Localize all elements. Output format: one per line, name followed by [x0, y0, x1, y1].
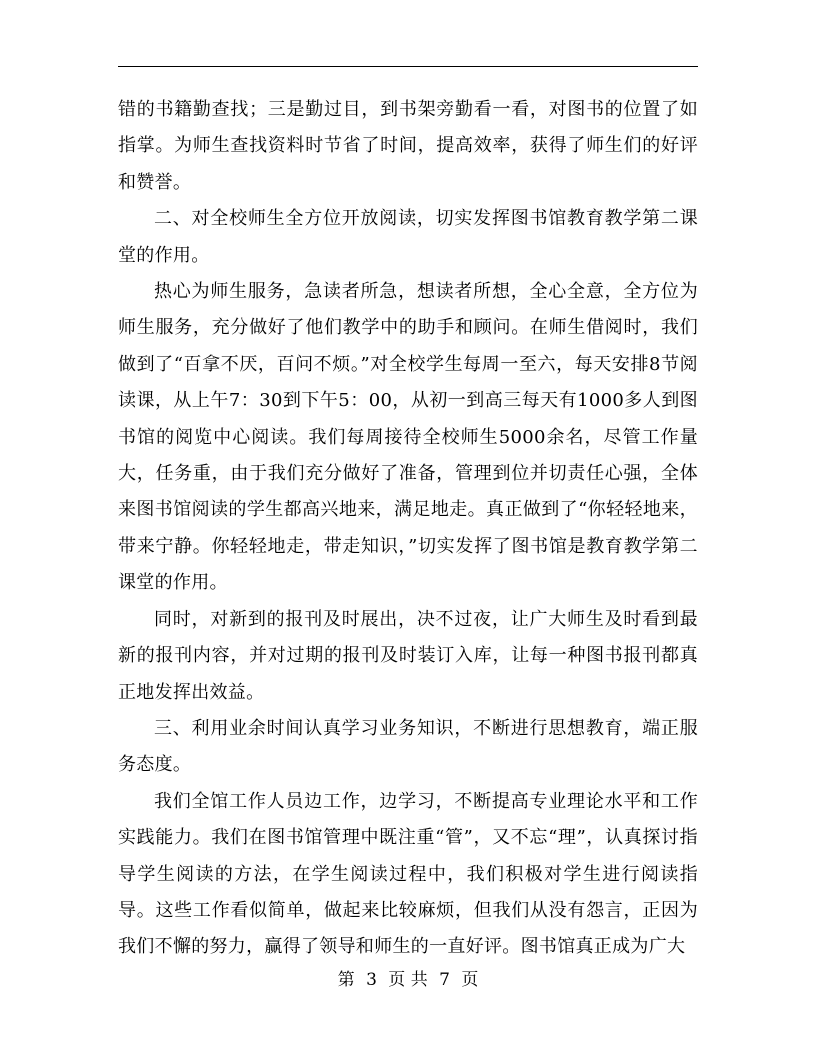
current-page-number: 3 — [366, 970, 377, 990]
paragraph-1: 错的书籍勤查找；三是勤过目，到书架旁勤看一看，对图书的位置了如指掌。为师生查找资料时节省了时间，提高效率，获得了师生们的好评和赞誉。 — [118, 99, 698, 193]
paragraph-3: 热心为师生服务，急读者所急，想读者所想，全心全意，全方位为师生服务，充分做好了他们教学中的助手和顾问。在师生借阅时，我们做到了“百拿不厌，百问不烦。”对全校学生每周一至六，每天安排8节阅读课，从上午7：30到下午5：00，从初一到高三每天有1000多人到图书馆的阅览中心阅读。我们每周接待全校师生5000余名，尽管工作量大，任务重，由于我们充分做好了准备，管理到位并切责任心强，全体来图书馆阅读的学生都高兴地来，满足地走。真正做到了“你轻轻地来，带来宁静。你轻轻地走，带走知识，”切实发挥了图书馆是教育教学第二课堂的作用。 — [118, 281, 698, 594]
section-heading-2: 二、对全校师生全方位开放阅读，切实发挥图书馆教育教学第二课堂的作用。 — [118, 208, 698, 266]
header-rule — [118, 66, 698, 67]
paragraph-6: 我们全馆工作人员边工作，边学习，不断提高专业理论水平和工作实践能力。我们在图书馆管理中既注重“管”，又不忘“理”，认真探讨指导学生阅读的方法，在学生阅读过程中，我们积极对学生进行阅读指导。这些工作看似简单，做起来比较麻烦，但我们从没有怨言，正因为我们不懈的努力，赢得了领导和师生的一直好评。图书馆真正成为广大 — [118, 790, 698, 958]
footer-middle: 页 共 — [388, 970, 428, 990]
paragraph-4: 同时，对新到的报刊及时展出，决不过夜，让广大师生及时看到最新的报刊内容，并对过期的报刊及时装订入库，让每一种图书报刊都真正地发挥出效益。 — [118, 608, 698, 703]
page-footer — [0, 968, 816, 992]
document-body — [118, 92, 698, 966]
footer-suffix: 页 — [461, 970, 479, 990]
section-heading-3: 三、利用业余时间认真学习业务知识，不断进行思想教育，端正服务态度。 — [118, 717, 698, 776]
total-pages-number: 7 — [439, 970, 450, 990]
footer-prefix: 第 — [337, 970, 355, 990]
